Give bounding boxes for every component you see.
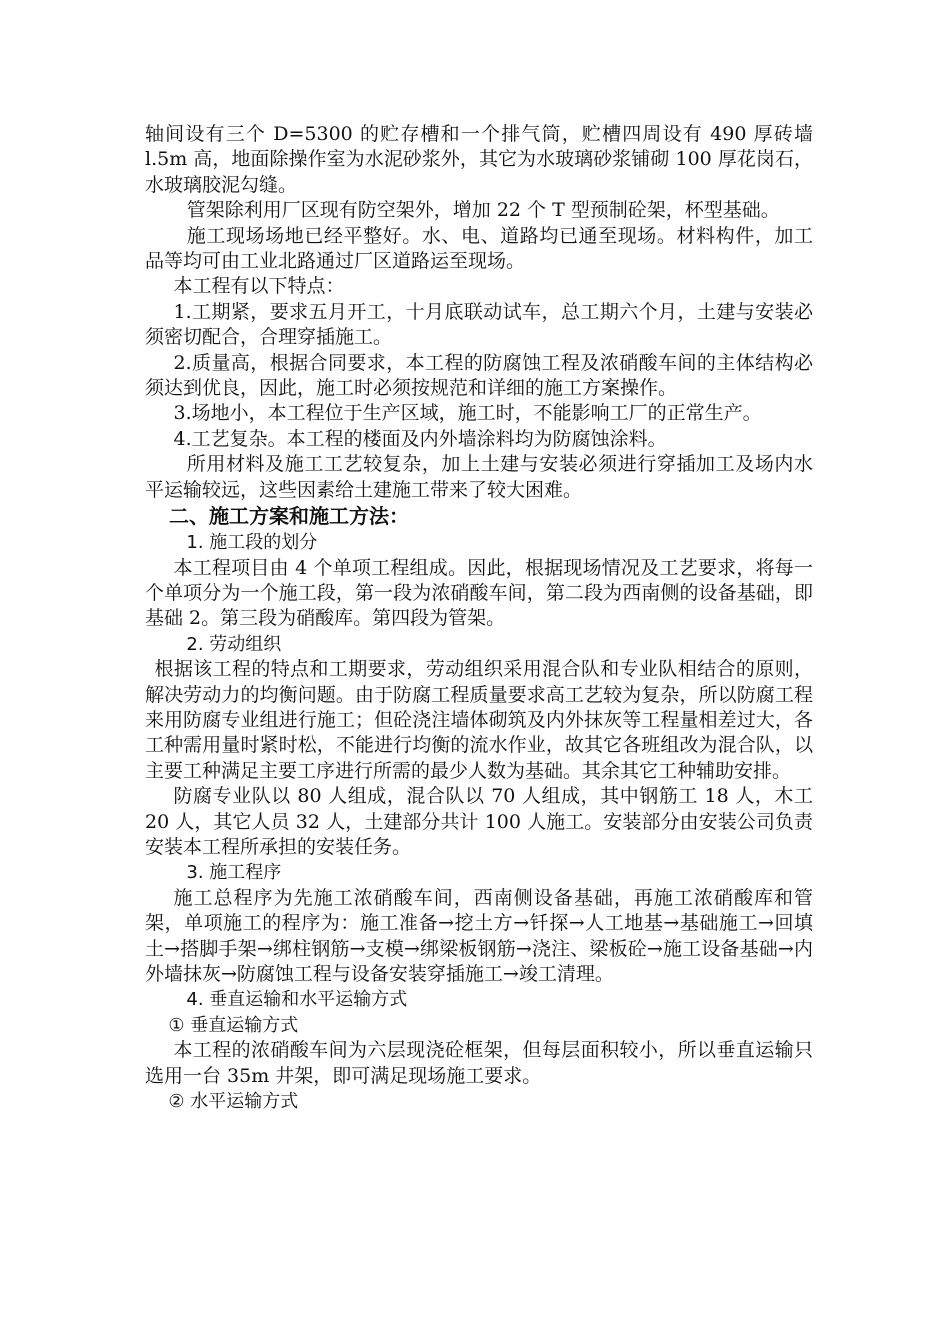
feature-item-1: 1.工期紧，要求五月开工，十月底联动试车，总工期六个月，土建与安装必须密切配合，合理穿插施工。: [145, 300, 813, 349]
paragraph-construction-sections: 本工程项目由 4 个单项工程组成。因此，根据现场情况及工艺要求，将每一个单项分为一个施工段，第一段为浓硝酸车间，第二段为西南侧的设备基础，即基础 2。第三段为硝酸库。第四段为管架。: [145, 556, 813, 630]
feature-item-2: 2.质量高，根据合同要求，本工程的防腐蚀工程及浓硝酸车间的主体结构必须达到优良，因此，施工时必须按规范和详细的施工方案操作。: [145, 351, 813, 400]
section-heading-construction-plan: 二、施工方案和施工方法：: [169, 504, 409, 529]
feature-item-4: 4.工艺复杂。本工程的楼面及内外墙涂料均为防腐蚀涂料。: [173, 427, 667, 450]
subheading-transport-methods: 4. 垂直运输和水平运输方式: [186, 989, 408, 1011]
paragraph-storage-tanks: 轴间设有三个 D=5300 的贮存槽和一个排气筒，贮槽四周设有 490 厚砖墙 l.5m 高，地面除操作室为水泥砂浆外，其它为水玻璃砂浆铺砌 100 厚花岗石，水玻璃胶泥勾缝。: [145, 123, 813, 196]
subheading-construction-procedure: 3. 施工程序: [186, 862, 282, 884]
paragraph-labor-organization: 根据该工程的特点和工期要求，劳动组织采用混合队和专业队相结合的原则，解决劳动力的均衡问题。由于防腐工程质量要求高工艺较为复杂，所以防腐工程来用防腐专业组进行施工；但砼浇注墙体砌筑及内外抹灰等工程量相差过大，各工种需用量时紧时松，不能进行均衡的流水作业，故其它各班组改为混合队，以主要工种满足主要工序进行所需的最少人数为基础。其余其它工种辅助安排。: [145, 658, 813, 782]
subitem-horizontal-transport: ② 水平运输方式: [168, 1091, 299, 1113]
paragraph-site-condition: 施工现场场地已经平整好。水、电、道路均已通至现场。材料构件，加工品等均可由工业北路通过厂区道路运至现场。: [145, 224, 813, 273]
feature-item-3: 3.场地小，本工程位于生产区域，施工时，不能影响工厂的正常生产。: [173, 402, 762, 425]
paragraph-pipe-rack: 管架除利用厂区现有防空架外，增加 22 个 T 型预制砼架，杯型基础。: [186, 199, 780, 222]
paragraph-vertical-transport: 本工程的浓硝酸车间为六层现浇砼框架，但每层面积较小，所以垂直运输只选用一台 35m 井架，即可满足现场施工要求。: [145, 1039, 813, 1087]
paragraph-construction-procedure: 施工总程序为先施工浓硝酸车间，西南侧设备基础，再施工浓硝酸库和管架，单项施工的程序为：施工准备→挖土方→钎探→人工地基→基础施工→回填土→搭脚手架→绑柱钢筋→支模→绑梁板钢筋→浇注、梁板砼→施工设备基础→内外墙抹灰→防腐蚀工程与设备安装穿插施工→竣工清理。: [145, 886, 813, 985]
subheading-labor-organization: 2. 劳动组织: [186, 633, 282, 655]
paragraph-complexity: 所用材料及施工工艺较复杂，加上土建与安装必须进行穿插加工及场内水平运输较远，这些因素给土建施工带来了较大困难。: [145, 453, 813, 501]
subheading-construction-sections: 1. 施工段的划分: [186, 532, 318, 554]
paragraph-features-intro: 本工程有以下特点：: [173, 275, 345, 298]
document-page: [145, 122, 813, 1114]
paragraph-labor-numbers: 防腐专业队以 80 人组成，混合队以 70 人组成，其中钢筋工 18 人，木工 20 人，其它人员 32 人，土建部分共计 100 人施工。安装部分由安装公司负责安装本工程所承担的安装任务。: [145, 785, 813, 858]
subitem-vertical-transport: ① 垂直运输方式: [168, 1014, 299, 1036]
